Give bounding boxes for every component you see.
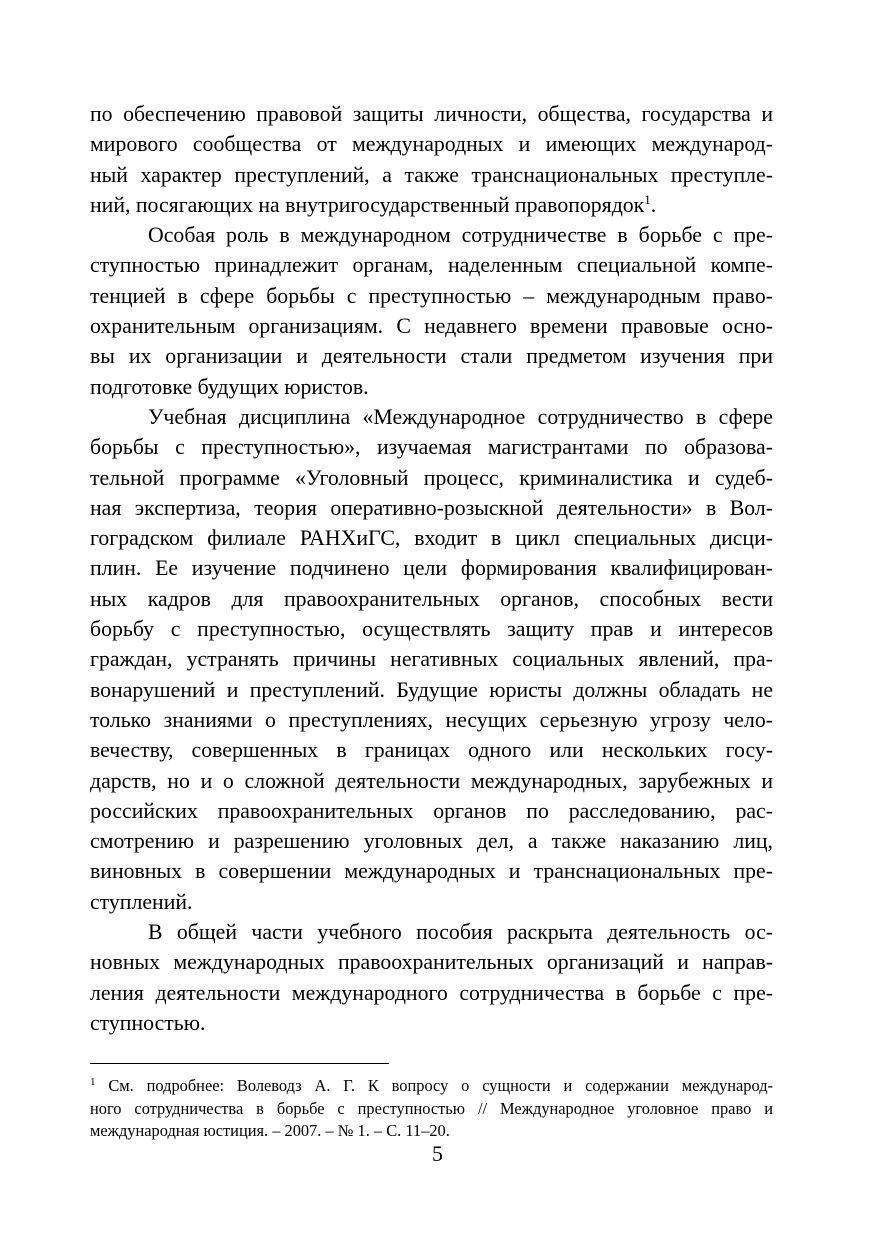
text-line: российских правоохранительных органов по расследованию, рас- [90,798,773,823]
footnote-marker: 1 [90,1076,96,1088]
text-line: борьбы с преступностью», изучаемая магистрантами по образова- [90,435,773,460]
text-line: ный характер преступлений, а также транснациональных преступле- [90,162,773,187]
page-number: 5 [432,1142,443,1166]
footnote [90,1075,773,1143]
footnote-reference[interactable]: 1 [644,191,651,207]
text-line: Особая роль в международном сотрудничестве в борьбе с пре- [148,223,773,248]
paragraph [90,220,773,402]
text-line: вечеству, совершенных в границах одного или нескольких госу- [90,738,773,763]
text-line: тенцией в сфере борьбы с преступностью – международным право- [90,283,773,308]
paragraph [90,402,773,917]
body-text [90,99,773,1038]
text-line: плин. Ее изучение подчинено цели формирования квалифицирован- [90,556,773,581]
text-line: граждан, устранять причины негативных социальных явлений, пра- [90,647,773,672]
footnote-line-content: См. подробнее: Волеводз А. Г. К вопросу о сущности и содержании международ- [95,1076,773,1095]
text-line-content: ний, посягающих на внутригосударственный правопорядок [90,192,645,217]
text-line: Учебная дисциплина «Международное сотрудничество в сфере [148,404,773,429]
text-line: дарств, но и о сложной деятельности международных, зарубежных и [90,768,773,793]
text-line: вы их организации и деятельности стали предметом изучения при [90,344,773,369]
text-line: ных кадров для правоохранительных органов, способных вести [90,586,773,611]
text-line: только знаниями о преступлениях, несущих серьезную угрозу чело- [90,707,773,732]
text-line: ления деятельности международного сотрудничества в борьбе с пре- [90,980,773,1005]
text-line: виновных в совершении международных и транснациональных пре- [90,859,773,884]
text-line: ний, посягающих на внутригосударственный правопорядок$^1$. [90,191,657,217]
text-line: мирового сообщества от международных и имеющих международ- [90,132,773,157]
text-line: охранительным организациям. С недавнего времени правовые осно- [90,314,773,339]
text-line: смотрению и разрешению уголовных дел, а также наказанию лиц, [90,829,773,854]
footnote-line: международная юстиция. – 2007. – № 1. – С. 11–20. [90,1121,450,1140]
paragraph [90,917,773,1038]
text-line: подготовке будущих юристов. [90,374,369,399]
text-line: по обеспечению правовой защиты личности, общества, государства и [90,102,773,126]
text-line: новных международных правоохранительных организаций и направ- [90,950,773,975]
text-line: борьбу с преступностью, осуществлять защиту прав и интересов [90,617,773,642]
footnote-separator [90,1063,389,1064]
text-line: гоградском филиале РАНХиГС, входит в цикл специальных дисци- [90,526,773,551]
footnote-line: ного сотрудничества в борьбе с преступностью // Международное уголовное право и [90,1098,773,1118]
text-line: ступностью. [90,1010,206,1035]
text-line: ступностью принадлежит органам, наделенным специальной компе- [90,253,773,278]
text-line: тельной программе «Уголовный процесс, криминалистика и судеб- [90,465,773,490]
text-line: ная экспертиза, теория оперативно-розыскной деятельности» в Вол- [90,495,773,520]
text-line: В общей части учебного пособия раскрыта деятельность ос- [148,920,773,945]
footnote-line [90,1075,773,1098]
text-line: ступлений. [90,889,193,914]
paragraph [90,99,773,220]
text-line: вонарушений и преступлений. Будущие юристы должны обладать не [90,677,773,702]
